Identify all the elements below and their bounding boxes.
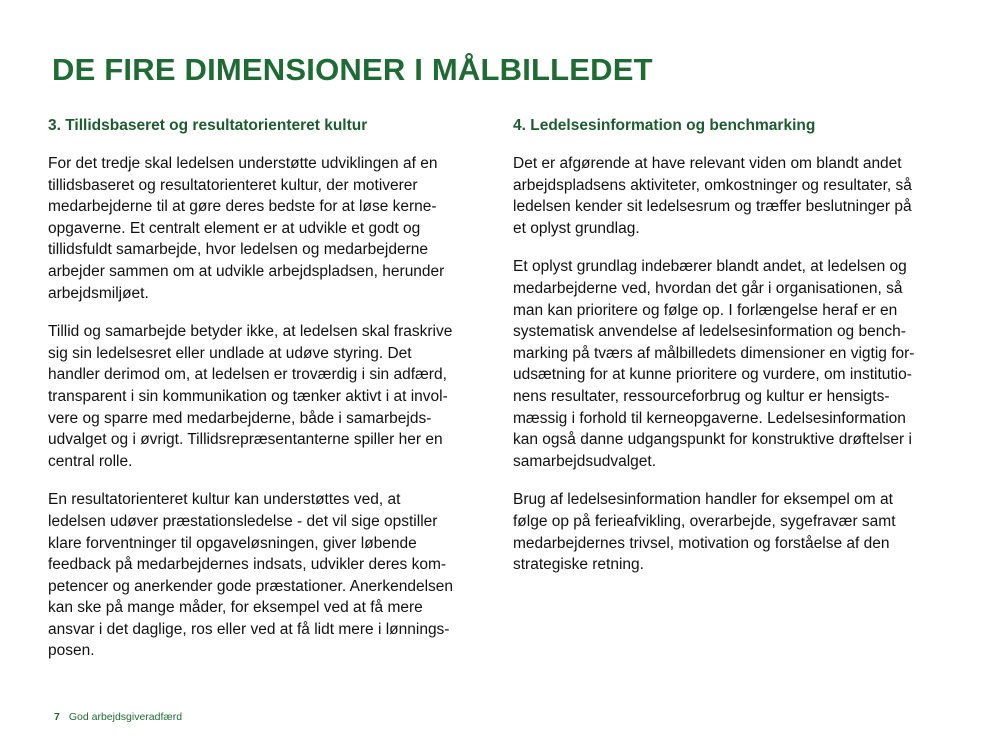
text-line: systematisk anvendelse af ledelsesinformation og bench- (513, 323, 906, 341)
page-title: DE FIRE DIMENSIONER I MÅLBILLEDET (52, 52, 653, 87)
text-line: tillidsfuldt samarbejde, hvor ledelsen og medarbejderne (48, 241, 428, 259)
paragraph (48, 489, 488, 662)
text-line: ledelsen udøver præstationsledelse - det vil sige opstiller (48, 512, 438, 530)
text-line: Et oplyst grundlag indebærer blandt andet, at ledelsen og (513, 258, 907, 276)
text-line: posen. (48, 642, 95, 660)
text-line: tillidsbaseret og resultatorienteret kultur, der motiverer (48, 176, 418, 194)
paragraph (513, 256, 953, 472)
text-line: For det tredje skal ledelsen understøtte udviklingen af en (48, 155, 438, 172)
section-heading-culture: 3. Tillidsbaseret og resultatorienteret kultur (48, 117, 368, 134)
text-line: vere og sparre med medarbejderne, både i samarbejds- (48, 409, 432, 427)
text-line: et oplyst grundlag. (513, 219, 640, 237)
document-title: God arbejdsgiveradfærd (68, 711, 183, 723)
text-line: En resultatorienteret kultur kan understøttes ved, at (48, 491, 401, 509)
text-line: arbejdsmiljøet. (48, 284, 149, 302)
right-column (513, 116, 953, 593)
text-line: nens resultater, ressourceforbrug og kultur er hensigts- (513, 387, 890, 405)
text-line: Det er afgørende at have relevant viden om blandt andet (513, 155, 902, 172)
text-line: transparent i sin kommunikation og tænker aktivt i at invol- (48, 387, 448, 405)
text-line: central rolle. (48, 452, 133, 470)
text-line: opgaverne. Et centralt element er at udvikle et godt og (48, 219, 421, 237)
footer (54, 710, 182, 724)
paragraph (513, 153, 953, 239)
left-column (48, 116, 488, 679)
paragraph (48, 153, 488, 304)
text-line: mæssig i forhold til kerneopgaverne. Ledelsesinformation (513, 409, 906, 427)
text-line: man kan prioritere og følge op. I forlængelse heraf er en (513, 301, 898, 319)
text-line: kan ske på mange måder, for eksempel ved at få mere (48, 599, 423, 617)
text-line: kan også danne udgangspunkt for konstruktive drøftelser i (513, 431, 912, 449)
text-line: udvalget og i øvrigt. Tillidsrepræsentanterne spiller her en (48, 431, 443, 449)
text-line: ansvar i det daglige, ros eller ved at få lidt mere i lønnings- (48, 620, 450, 638)
section-heading-management-info: 4. Ledelsesinformation og benchmarking (513, 117, 816, 134)
text-line: følge op på ferieafvikling, overarbejde, sygefravær samt (513, 512, 896, 530)
text-line: medarbejderne til at gøre deres bedste for at løse kerne- (48, 198, 437, 216)
text-line: arbejdspladsens aktiviteter, omkostninger og resultater, så (513, 176, 912, 194)
text-line: medarbejdernes trivsel, motivation og forståelse af den (513, 534, 890, 552)
page-number: 7 (54, 711, 60, 723)
text-line: petencer og anerkender gode præstationer. Anerkendelsen (48, 577, 454, 595)
text-line: Tillid og samarbejde betyder ikke, at ledelsen skal fraskrive (48, 323, 453, 341)
text-line: sig sin ledelsesret eller undlade at udøve styring. Det (48, 344, 412, 362)
text-line: ledelsen kender sit ledelsesrum og træffer beslutninger på (513, 198, 912, 216)
text-line: handler derimod om, at ledelsen er troværdig i sin adfærd, (48, 366, 447, 384)
text-line: medarbejderne ved, hvordan det går i organisationen, så (513, 279, 903, 297)
text-line: klare forventninger til opgaveløsningen, giver løbende (48, 534, 417, 552)
text-line: arbejder sammen om at udvikle arbejdspladsen, herunder (48, 262, 445, 280)
paragraph (513, 489, 953, 575)
text-line: udsætning for at kunne prioritere og vurdere, om institutio- (513, 366, 912, 384)
text-line: samarbejdsudvalget. (513, 452, 657, 470)
text-line: Brug af ledelsesinformation handler for eksempel om at (513, 491, 893, 509)
paragraph (48, 321, 488, 472)
text-line: marking på tværs af målbilledets dimensioner en vigtig for- (513, 344, 915, 362)
text-line: strategiske retning. (513, 556, 644, 574)
text-line: feedback på medarbejdernes indsats, udvikler deres kom- (48, 556, 447, 574)
